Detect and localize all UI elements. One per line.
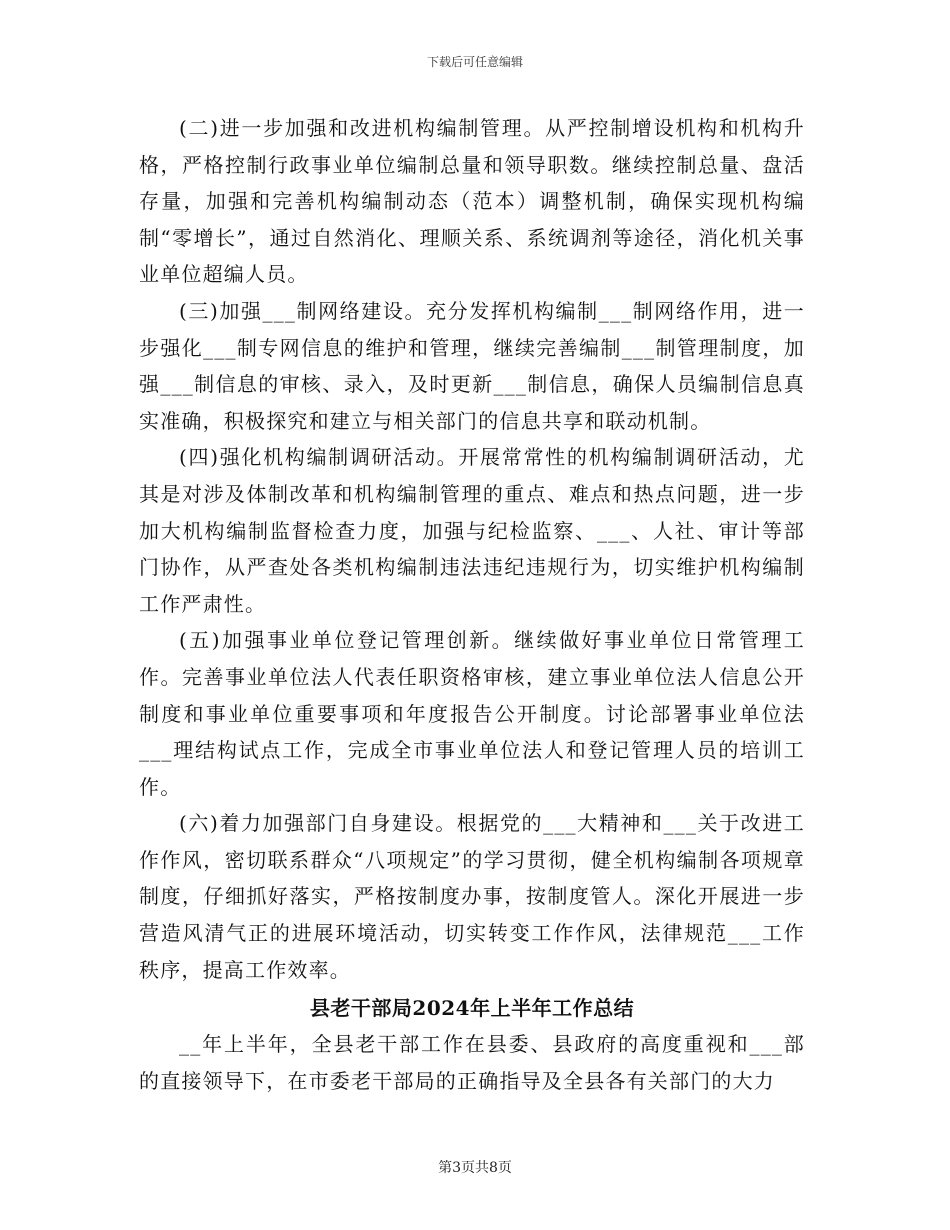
paragraph-6: (六)着力加强部门自身建设。根据党的___大精神和___关于改进工作作风，密切联系群众“八项规定”的学习贯彻，健全机构编制各项规章制度，仔细抓好落实，严格按制度办事，按制度管人。深化开展进一步营造风清气正的进展环境活动，切实转变工作作风，法律规范___工作秩序，提高工作效率。 — [139, 811, 805, 982]
document-body — [139, 110, 805, 1099]
paragraph-3: (三)加强___制网络建设。充分发挥机构编制___制网络作用，进一步强化___制专网信息的维护和管理，继续完善编制___制管理制度，加强___制信息的审核、录入，及时更新___制信息，确保人员编制信息真实准确，积极探究和建立与相关部门的信息共享和联动机制。 — [139, 298, 805, 433]
page-header: 下载后可任意编辑 — [426, 55, 523, 69]
page-footer: 第3页共8页 — [438, 1160, 512, 1176]
section-title: 县老干部局2024年上半年工作总结 — [309, 996, 635, 1021]
paragraph-4: (四)强化机构编制调研活动。开展常常性的机构编制调研活动，尤其是对涉及体制改革和机构编制管理的重点、难点和热点问题，进一步加大机构编制监督检查力度，加强与纪检监察、___、人社、审计等部门协作，从严查处各类机构编制违法违纪违规行为，切实维护机构编制工作严肃性。 — [139, 445, 805, 616]
closing-paragraph: __年上半年，全县老干部工作在县委、县政府的高度重视和___部的直接领导下，在市委老干部局的正确指导及全县各有关部门的大力 — [139, 1032, 805, 1093]
paragraph-5: (五)加强事业单位登记管理创新。继续做好事业单位日常管理工作。完善事业单位法人代表任职资格审核，建立事业单位法人信息公开制度和事业单位重要事项和年度报告公开制度。讨论部署事业单位法___理结构试点工作，完成全市事业单位法人和登记管理人员的培训工作。 — [139, 628, 805, 799]
paragraph-2: (二)进一步加强和改进机构编制管理。从严控制增设机构和机构升格，严格控制行政事业单位编制总量和领导职数。继续控制总量、盘活存量，加强和完善机构编制动态（范本）调整机制，确保实现机构编制“零增长”，通过自然消化、理顺关系、系统调剂等途径，消化机关事业单位超编人员。 — [139, 116, 805, 287]
